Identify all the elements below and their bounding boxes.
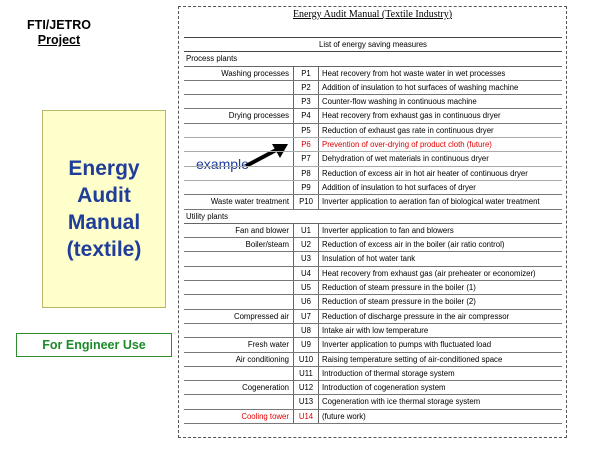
category-cell [184,252,294,266]
category-cell [184,295,294,309]
table-row [184,152,562,166]
measure-cell: (future work) [319,409,563,423]
table-row [184,195,562,209]
category-cell: Cooling tower [184,409,294,423]
section-row [184,209,562,223]
measure-cell: Cogeneration with ice thermal storage system [319,395,563,409]
code-cell: U7 [294,309,319,323]
code-cell: P4 [294,109,319,123]
measure-cell: Reduction of excess air in hot air heater of continuous dryer [319,166,563,180]
category-cell [184,166,294,180]
table-row [184,352,562,366]
manual-document [178,6,567,438]
measure-cell: Raising temperature setting of air-conditioned space [319,352,563,366]
measure-cell: Reduction of steam pressure in the boiler (2) [319,295,563,309]
code-cell: U8 [294,323,319,337]
measure-cell: Heat recovery from hot waste water in wet processes [319,66,563,80]
category-cell: Fresh water [184,338,294,352]
category-cell [184,281,294,295]
measure-cell: Introduction of thermal storage system [319,366,563,380]
code-cell: P9 [294,180,319,194]
title-line-2: Audit [77,184,131,207]
code-cell: U2 [294,238,319,252]
category-cell [184,180,294,194]
measure-cell: Addition of insulation to hot surfaces of dryer [319,180,563,194]
manual-title-box [42,110,166,308]
category-cell [184,138,294,152]
code-cell: P10 [294,195,319,209]
code-cell: U13 [294,395,319,409]
code-cell: P7 [294,152,319,166]
table-row [184,180,562,194]
code-cell: U4 [294,266,319,280]
category-cell: Drying processes [184,109,294,123]
category-cell: Air conditioning [184,352,294,366]
code-cell: U3 [294,252,319,266]
code-cell: P3 [294,95,319,109]
title-line-1: Energy [68,157,140,180]
measure-cell: Inverter application to pumps with fluctuated load [319,338,563,352]
section-heading: Process plants [184,52,562,66]
example-label: example [196,156,249,172]
category-cell [184,95,294,109]
category-cell [184,266,294,280]
code-cell: U14 [294,409,319,423]
title-line-4: (textile) [66,238,142,261]
measure-cell: Heat recovery from exhaust gas (air preheater or economizer) [319,266,563,280]
code-cell: P1 [294,66,319,80]
category-cell: Washing processes [184,66,294,80]
code-cell: U9 [294,338,319,352]
category-cell: Boiler/steam [184,238,294,252]
code-cell: U1 [294,223,319,237]
measures-table [184,37,562,430]
table-row [184,266,562,280]
category-cell [184,152,294,166]
measure-cell: Insulation of hot water tank [319,252,563,266]
measure-cell: Reduction of steam pressure in the boiler (1) [319,281,563,295]
measure-cell: Counter-flow washing in continuous machine [319,95,563,109]
category-cell: Waste water treatment [184,195,294,209]
table-caption: List of energy saving measures [184,38,562,52]
table-row [184,309,562,323]
category-cell [184,395,294,409]
code-cell: P2 [294,80,319,94]
table-row-highlighted [184,138,562,152]
project-word: Project [37,33,81,47]
category-cell [184,366,294,380]
project-label [16,18,102,48]
spacer-cell [184,424,562,431]
table-row [184,295,562,309]
category-cell [184,80,294,94]
code-cell: U11 [294,366,319,380]
table-row [184,381,562,395]
measure-cell: Inverter application to fan and blowers [319,223,563,237]
code-cell: U12 [294,381,319,395]
code-cell: U10 [294,352,319,366]
category-cell: Compressed air [184,309,294,323]
table-row [184,109,562,123]
category-cell [184,123,294,137]
table-spacer [184,424,562,431]
measure-cell: Inverter application to aeration fan of biological water treatment [319,195,563,209]
document-title: Energy Audit Manual (Textile Industry) [292,9,453,20]
measure-cell: Reduction of discharge pressure in the air compressor [319,309,563,323]
table-row [184,80,562,94]
table-row [184,95,562,109]
measure-cell: Prevention of over-drying of product cloth (future) [319,138,563,152]
table-caption-row [184,38,562,52]
category-cell: Cogeneration [184,381,294,395]
code-cell: U5 [294,281,319,295]
section-row [184,52,562,66]
table-row [184,395,562,409]
project-org: FTI/JETRO [27,18,91,32]
measure-cell: Intake air with low temperature [319,323,563,337]
code-cell: P8 [294,166,319,180]
code-cell: P6 [294,138,319,152]
table-row-highlighted [184,409,562,423]
table-row [184,238,562,252]
section-heading: Utility plants [184,209,562,223]
table-row [184,123,562,137]
measure-cell: Heat recovery from exhaust gas in continuous dryer [319,109,563,123]
table-row [184,166,562,180]
title-line-3: Manual [67,211,141,234]
measure-cell: Introduction of cogeneration system [319,381,563,395]
table-row [184,338,562,352]
measure-cell: Reduction of excess air in the boiler (air ratio control) [319,238,563,252]
table-row [184,281,562,295]
category-cell: Fan and blower [184,223,294,237]
table-row [184,252,562,266]
table-row [184,223,562,237]
engineer-use-label: For Engineer Use [16,333,172,357]
measure-cell: Dehydration of wet materials in continuous dryer [319,152,563,166]
measure-cell: Reduction of exhaust gas rate in continuous dryer [319,123,563,137]
table-row [184,66,562,80]
table-row [184,323,562,337]
measure-cell: Addition of insulation to hot surfaces of washing machine [319,80,563,94]
table-row [184,366,562,380]
code-cell: U6 [294,295,319,309]
category-cell [184,323,294,337]
code-cell: P5 [294,123,319,137]
